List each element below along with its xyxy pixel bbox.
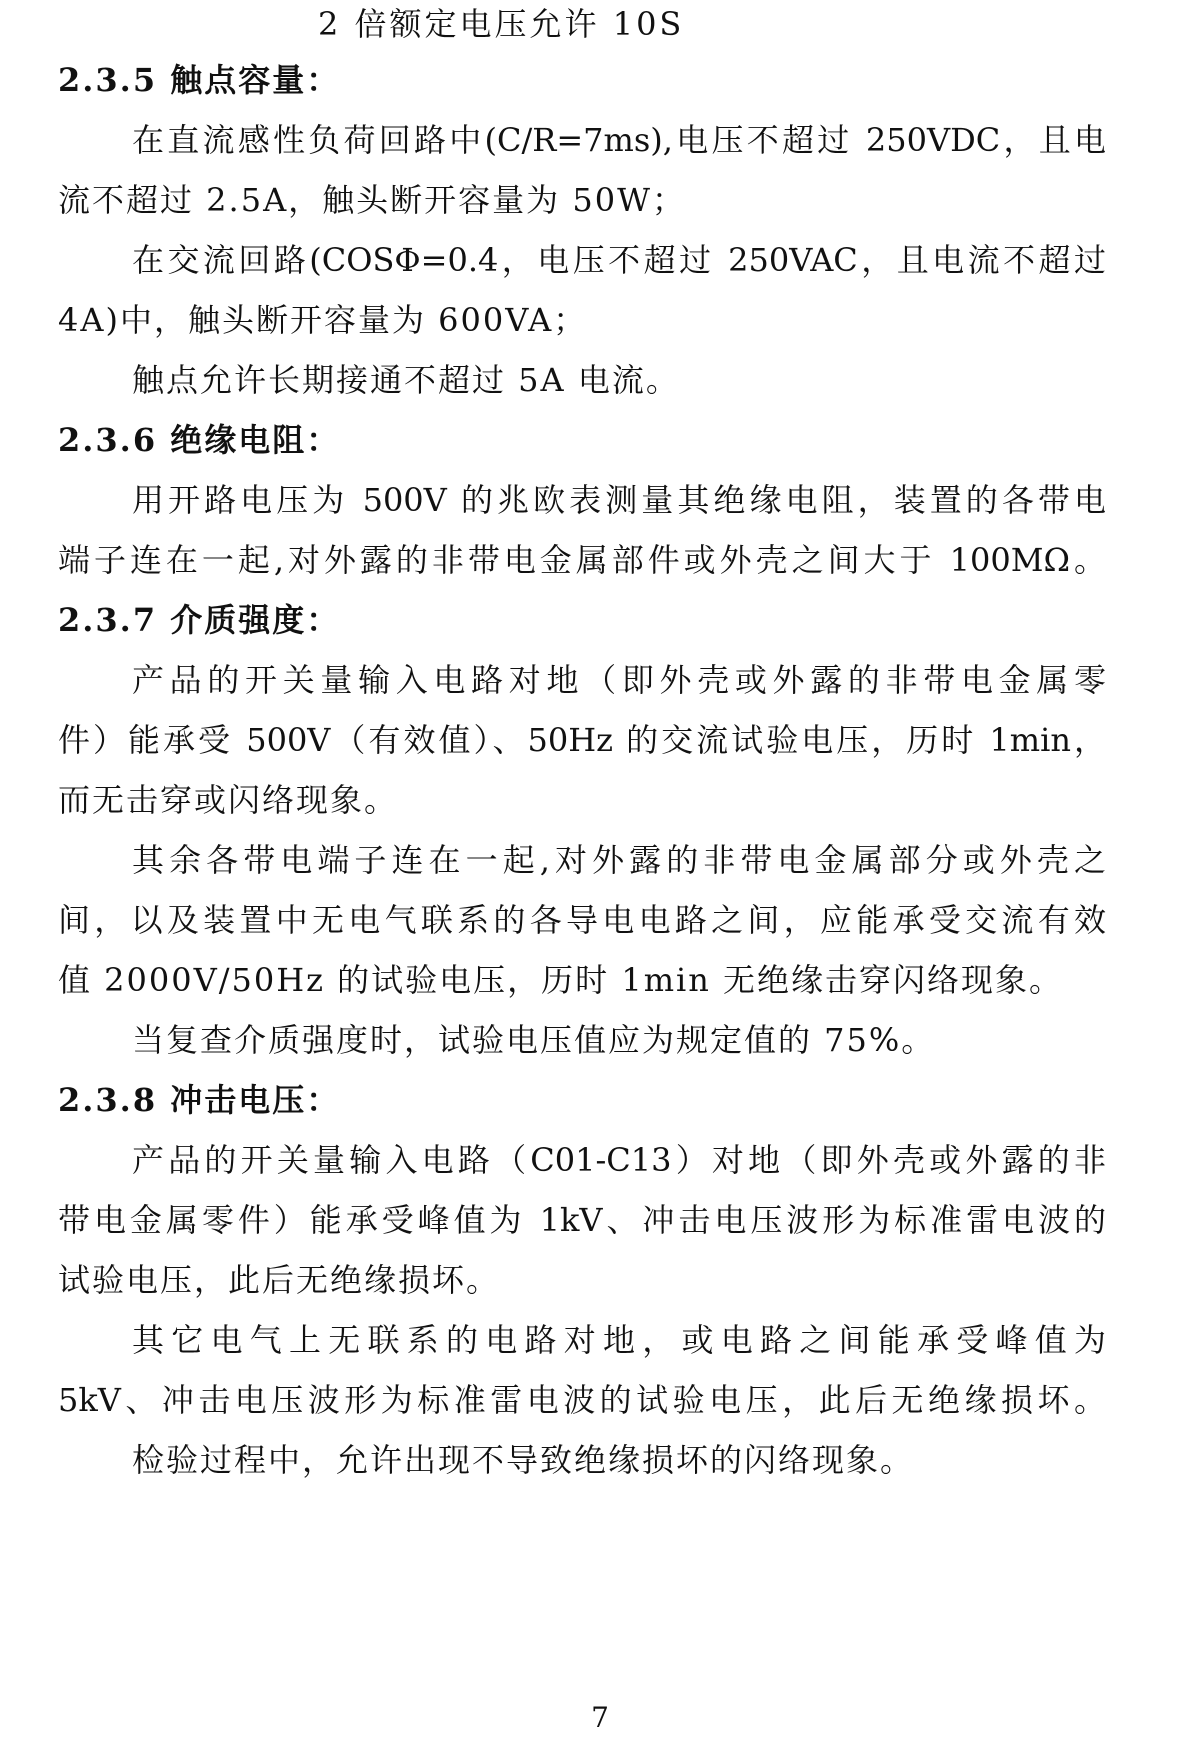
section-heading-2-3-6: 2.3.6 绝缘电阻： (58, 421, 341, 459)
continuation-line: 2 倍额定电压允许 10S (318, 5, 685, 43)
paragraph-line: 检验过程中，允许出现不导致绝缘损坏的闪络现象。 (132, 1441, 915, 1479)
paragraph-line: 在直流感性负荷回路中(C/R=7ms),电压不超过 250VDC，且电 (132, 121, 1106, 159)
paragraph-line: 值 2000V/50Hz 的试验电压，历时 1min 无绝缘击穿闪络现象。 (58, 961, 1064, 999)
paragraph-line: 带电金属零件）能承受峰值为 1kV、冲击电压波形为标准雷电波的 (58, 1201, 1106, 1239)
paragraph-line: 其它电气上无联系的电路对地，或电路之间能承受峰值为 (132, 1321, 1106, 1359)
paragraph-line: 件）能承受 500V（有效值）、50Hz 的交流试验电压，历时 1min， (58, 721, 1106, 759)
paragraph-line: 端子连在一起,对外露的非带电金属部件或外壳之间大于 100MΩ。 (58, 541, 1106, 579)
paragraph-line: 用开路电压为 500V 的兆欧表测量其绝缘电阻，装置的各带电 (132, 481, 1106, 519)
paragraph-line: 产品的开关量输入电路对地（即外壳或外露的非带电金属零 (132, 661, 1106, 699)
paragraph-line: 产品的开关量输入电路（C01-C13）对地（即外壳或外露的非 (132, 1141, 1106, 1179)
section-heading-2-3-5: 2.3.5 触点容量： (58, 61, 341, 99)
paragraph-line: 间，以及装置中无电气联系的各导电电路之间，应能承受交流有效 (58, 901, 1106, 939)
paragraph-line: 而无击穿或闪络现象。 (58, 781, 399, 819)
paragraph-line: 4A)中，触头断开容量为 600VA； (58, 301, 588, 339)
paragraph-line: 5kV、冲击电压波形为标准雷电波的试验电压，此后无绝缘损坏。 (58, 1381, 1106, 1419)
section-heading-2-3-7: 2.3.7 介质强度： (58, 601, 341, 639)
section-heading-2-3-8: 2.3.8 冲击电压： (58, 1081, 341, 1119)
paragraph-line: 当复查介质强度时，试验电压值应为规定值的 75%。 (132, 1021, 936, 1059)
page-number: 7 (591, 1701, 609, 1734)
paragraph-line: 触点允许长期接通不超过 5A 电流。 (132, 361, 680, 399)
paragraph-line: 其余各带电端子连在一起,对外露的非带电金属部分或外壳之 (132, 841, 1106, 879)
paragraph-line: 在交流回路(COSΦ=0.4，电压不超过 250VAC，且电流不超过 (132, 241, 1106, 279)
paragraph-line: 试验电压，此后无绝缘损坏。 (58, 1261, 501, 1299)
paragraph-line: 流不超过 2.5A，触头断开容量为 50W； (58, 181, 686, 219)
